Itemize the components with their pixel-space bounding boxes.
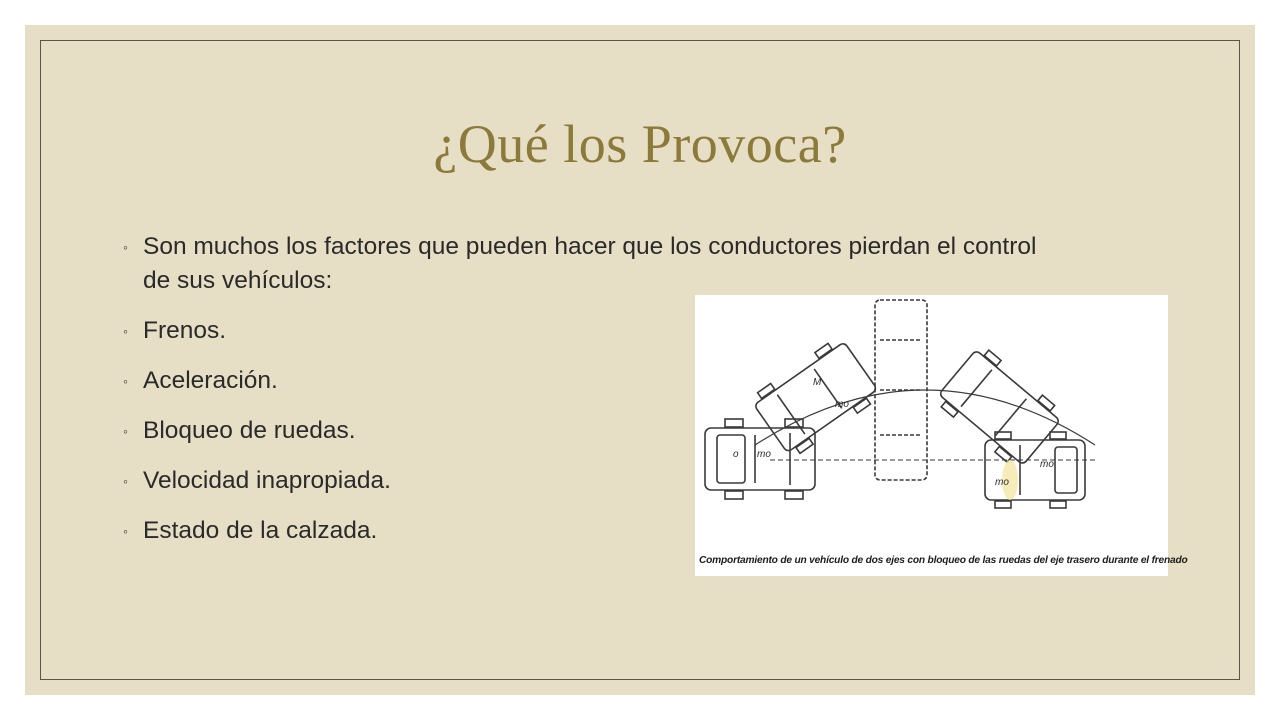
vehicle-braking-diagram [695,295,1188,576]
diagram-drawing [695,295,1168,553]
figure-caption: Comportamiento de un vehículo de dos ejes con bloqueo de las ruedas del eje trasero durante el frenado [699,555,1188,566]
label-o: o [733,449,739,460]
bullet-marker: ◦ [123,523,128,539]
bullet-marker: ◦ [123,239,128,255]
bullet-text: Estado de la calzada. [143,517,378,544]
bullet-marker: ◦ [123,373,128,389]
bullet-text: Velocidad inapropiada. [143,467,391,494]
car-center [875,300,927,480]
car-right [985,432,1085,508]
bullet-text: Aceleración. [143,367,278,394]
label-m: M [813,377,822,388]
slide [25,25,1255,695]
bullet-marker: ◦ [123,423,128,439]
bullet-text: Bloqueo de ruedas. [143,417,356,444]
bullet-item [120,230,1070,298]
bullet-marker: ◦ [123,473,128,489]
label-mo-small: mo [995,477,1009,488]
label-mo-left: mo [757,449,771,460]
label-mo-rotated: mo [835,399,849,410]
label-mo-right: mo [1040,459,1054,470]
slide-title: ¿Qué los Provoca? [433,114,847,174]
bullet-marker: ◦ [123,323,128,339]
bullet-text: Frenos. [143,317,227,344]
car-rotated-right [934,344,1066,471]
bullet-text: Son muchos los factores que pueden hacer que los conductores pierdan el control de sus vehículos: [143,233,1037,294]
